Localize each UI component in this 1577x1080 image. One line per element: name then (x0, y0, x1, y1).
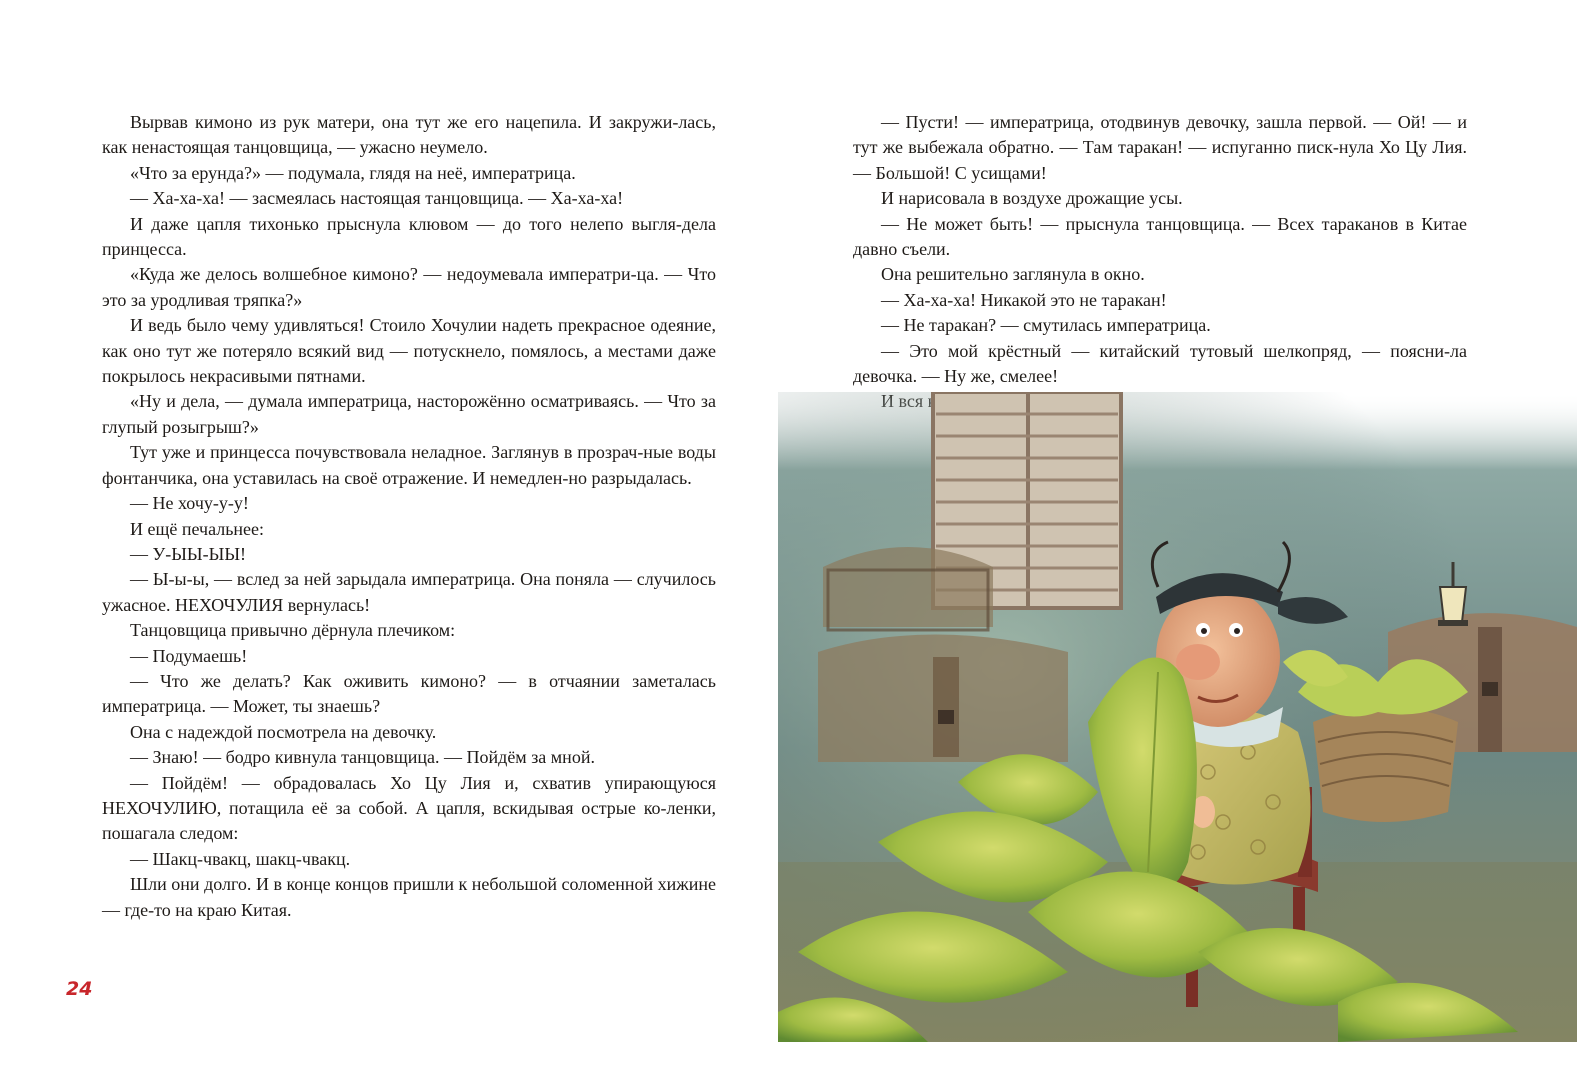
paragraph: — У-ЫЫ-ЫЫ! (130, 543, 247, 564)
paragraph: — Пусти! — императрица, отодвинув девочку, зашла первой. — Ой! — и тут же выбежала обратно. — Там таракан! — испуганно писк-нула Хо Цу Лия. — Большой! С усищами! (853, 112, 1467, 183)
paragraph: — Это мой крёстный — китайский тутовый шелкопряд, — поясни-ла девочка. — Ну же, смелее! (853, 340, 1467, 387)
paragraph: И даже цапля тихонько прыснула клювом — до того нелепо выгля-дела принцесса. (102, 213, 716, 260)
paragraph: — Не таракан? — смутилась императрица. (881, 315, 1211, 336)
right-page-text (853, 110, 1467, 415)
paragraph: — Шакц-чвакц, шакц-чвакц. (130, 848, 351, 869)
story-illustration (778, 392, 1577, 1042)
paragraph: Тут уже и принцесса почувствовала неладное. Заглянув в прозрач-ные воды фонтанчика, она уставилась на своё отражение. И немедлен-но разрыдалась. (102, 442, 716, 488)
paragraph: — Знаю! — бодро кивнула танцовщица. — Пойдём за мной. (130, 747, 595, 768)
paragraph: — Что же делать? Как оживить кимоно? — в отчаянии заметалась императрица. — Может, ты знаешь? (102, 670, 716, 717)
paragraph: «Куда же делось волшебное кимоно? — недоумевала императри-ца. — Что это за уродливая тряпка?» (102, 264, 716, 310)
paragraph: И нарисовала в воздухе дрожащие усы. (881, 188, 1183, 209)
paragraph: «Что за ерунда?» — подумала, глядя на неё, императрица. (130, 162, 576, 183)
paragraph: — Пойдём! — обрадовалась Хо Цу Лия и, схватив упирающуюся НЕХОЧУЛИЮ, потащила её за собой. А цапля, вскидывая острые ко-ленки, пошагала следом: (102, 772, 716, 844)
paragraph: — Ха-ха-ха! Никакой это не таракан! (881, 289, 1167, 310)
paragraph: «Ну и дела, — думала императрица, насторожённо осматриваясь. — Что за глупый розыгрыш?» (102, 391, 716, 437)
paragraph: Она решительно заглянула в окно. (881, 264, 1145, 285)
page-number: 24 (66, 978, 93, 1000)
paragraph: — Ха-ха-ха! — засмеялась настоящая танцовщица. — Ха-ха-ха! (130, 188, 624, 209)
paragraph: Танцовщица привычно дёрнула плечиком: (130, 620, 456, 641)
paragraph: Она с надеждой посмотрела на девочку. (130, 721, 437, 742)
paragraph: — Не хочу-у-у! (130, 493, 249, 514)
paragraph: — Ы-ы-ы, — вслед за ней зарыдала императрица. Она поняла — случилось ужасное. НЕХОЧУЛИЯ вернулась! (102, 569, 716, 615)
paragraph: Вырвав кимоно из рук матери, она тут же его нацепила. И закружи-лась, как ненастоящая танцовщица, — ужасно неумело. (102, 112, 716, 158)
paragraph: И ещё печальнее: (130, 518, 265, 539)
left-page-text (102, 110, 716, 923)
paragraph: — Не может быть! — прыснула танцовщица. — Всех тараканов в Китае давно съели. (853, 213, 1467, 260)
paragraph: И ведь было чему удивляться! Стоило Хочулии надеть прекрасное одеяние, как оно тут же потеряло всякий вид — потускнело, помялось, а местами даже покрылось некрасивыми пятнами. (102, 315, 716, 387)
paragraph: — Подумаешь! (130, 645, 248, 666)
paragraph: Шли они долго. И в конце концов пришли к небольшой соломенной хижине — где-то на краю Китая. (102, 874, 716, 920)
